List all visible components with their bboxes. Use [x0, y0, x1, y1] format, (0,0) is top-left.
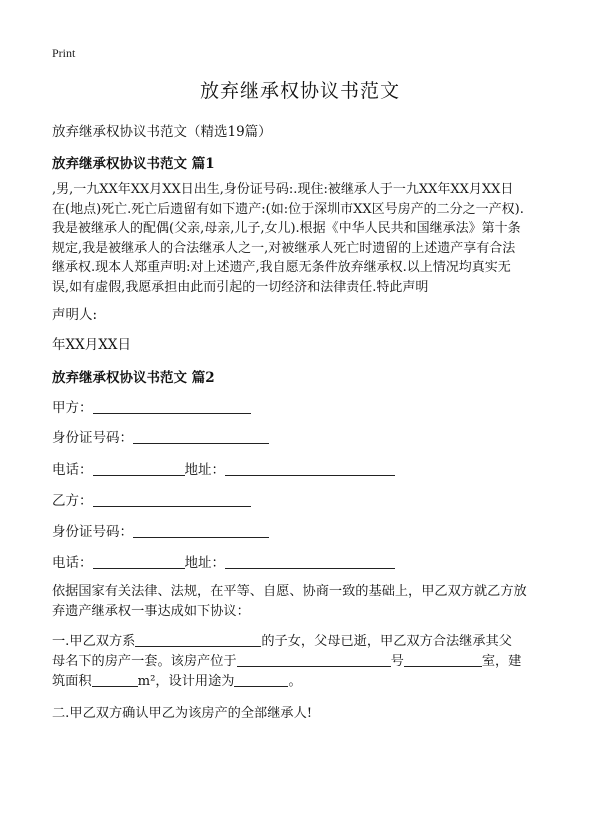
section1-heading: 放弃继承权协议书范文 篇1 — [52, 156, 215, 172]
section1-line: 误,如有虚假,我愿承担由此而引起的一切经济和法律责任.特此声明 — [52, 279, 429, 295]
clause1-text-f: 筑面积 — [52, 674, 92, 689]
section1-line: 继承权.现本人郑重声明:对上述遗产,我自愿无条件放弃继承权.以上情况均真实无 — [52, 260, 511, 275]
id-b-row — [52, 520, 269, 540]
section2-heading: 放弃继承权协议书范文 篇2 — [52, 370, 215, 386]
intro-line: 依据国家有关法律、法规，在平等、自愿、协商一致的基础上，甲乙双方就乙方放 — [52, 584, 527, 599]
clause2: 二.甲乙双方确认甲乙为该房产的全部继承人! — [52, 706, 313, 721]
agreement-intro — [52, 582, 550, 622]
clause1-text-b: 的子女，父母已逝，甲乙双方合法继承其父 — [261, 634, 512, 649]
phone-b-blank — [93, 554, 185, 569]
clause1-text-a: 一.甲乙双方系 — [52, 634, 136, 649]
phone-a-blank — [93, 461, 185, 476]
relation-blank — [135, 632, 261, 647]
address-b-label: 地址： — [184, 555, 225, 571]
clause1-text-c: 母名下的房产一套。该房产位于 — [52, 654, 237, 669]
clause1-line2 — [52, 650, 521, 669]
address-a-label: 地址： — [184, 462, 225, 478]
clause1-text-unit: m²，设计用途为 — [137, 674, 235, 689]
id-a-label: 身份证号码： — [52, 430, 133, 446]
document-title: 放弃继承权协议书范文 — [199, 80, 400, 102]
clause1-line3 — [52, 670, 302, 689]
address-b-blank — [225, 554, 395, 569]
id-b-label: 身份证号码： — [52, 524, 133, 540]
location-blank — [237, 652, 391, 667]
clause1-line1 — [52, 630, 512, 649]
section1-line: 规定,我是被继承人的合法继承人之一,对被继承人死亡时遗留的上述遗产享有合法 — [52, 240, 516, 256]
section1-line: 我是被继承人的配偶(父亲,母亲,儿子,女儿).根据《中华人民共和国继承法》第十条 — [52, 221, 521, 236]
declaration-date: 年XX月XX日 — [52, 337, 131, 353]
party-a-blank — [93, 399, 251, 414]
phone-a-label: 电话： — [52, 462, 93, 478]
area-blank — [92, 672, 138, 687]
phone-address-a-row — [52, 458, 395, 478]
section1-line: ,男,一九XX年XX月XX日出生,身份证号码:.现住:被继承人于一九XX年XX月XX日 — [52, 182, 514, 197]
party-b-label: 乙方： — [52, 493, 93, 509]
clause1-text-d: 号 — [390, 654, 404, 669]
section1-line: 在(地点)死亡.死亡后遗留有如下遗产:(如:位于深圳市XX区号房产的二分之一产权). — [52, 201, 524, 217]
phone-address-b-row — [52, 551, 395, 571]
party-b-row — [52, 489, 251, 509]
section1-body — [52, 180, 550, 297]
phone-b-label: 电话： — [52, 555, 93, 571]
id-a-row — [52, 426, 269, 446]
room-number-blank — [404, 652, 482, 667]
clause1-text-end: 。 — [288, 674, 302, 689]
usage-blank — [234, 672, 288, 687]
address-a-blank — [225, 461, 395, 476]
id-a-blank — [133, 429, 269, 444]
party-a-row — [52, 396, 251, 416]
intro-line: 弃遗产继承权一事达成如下协议： — [52, 604, 250, 619]
document-subtitle: 放弃继承权协议书范文（精选19篇） — [52, 124, 272, 140]
party-a-label: 甲方： — [52, 400, 93, 416]
declarant-label: 声明人: — [52, 307, 98, 323]
party-b-blank — [93, 492, 251, 507]
clause1-text-e: 室，建 — [481, 654, 522, 669]
id-b-blank — [133, 523, 269, 538]
print-link[interactable]: Print — [52, 46, 76, 60]
